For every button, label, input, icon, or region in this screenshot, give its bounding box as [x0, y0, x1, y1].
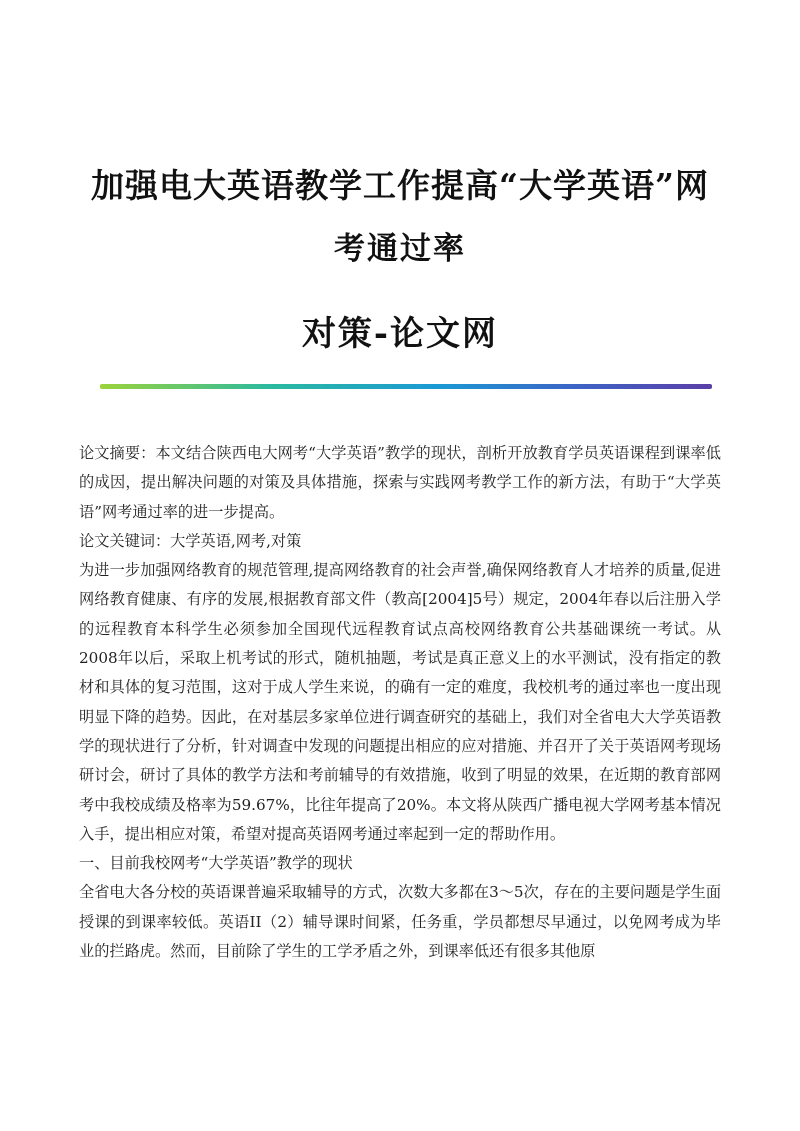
abstract-paragraph: 论文摘要：本文结合陕西电大网考“大学英语”教学的现状，剖析开放教育学员英语课程到课率低的成因，提出解决问题的对策及具体措施，探索与实践网考教学工作的新方法，有助于“大学英语”网考通过率的进一步提高。 [79, 444, 721, 521]
doc-title-line-3: 对策-论文网 [301, 314, 499, 354]
doc-title-line-2: 考通过率 [334, 231, 466, 267]
title-divider-rule [100, 384, 712, 389]
keywords-line: 论文关键词：大学英语,网考,对策 [79, 531, 302, 550]
intro-paragraph: 为进一步加强网络教育的规范管理,提高网络教育的社会声誉,确保网络教育人才培养的质量,促进网络教育健康、有序的发展,根据教育部文件（教高[2004]5号）规定，2004年春以后注册入学的远程教育本科学生必须参加全国现代远程教育试点高校网络教育公共基础课统一考试。从2008年以后，采取上机考试的形式，随机抽题，考试是真正意义上的水平测试，没有指定的教材和具体的复习范围，这对于成人学生来说，的确有一定的难度，我校机考的通过率也一度出现明显下降的趋势。因此，在对基层多家单位进行调查研究的基础上，我们对全省电大大学英语教学的现状进行了分析，针对调查中发现的问题提出相应的应对措施、并召开了关于英语网考现场研讨会，研讨了具体的教学方法和考前辅导的有效措施，收到了明显的效果，在近期的教育部网考中我校成绩及格率为59.67%，比往年提高了20%。本文将从陕西广播电视大学网考基本情况入手，提出相应对策，希望对提高英语网考通过率起到一定的帮助作用。 [79, 561, 721, 843]
section-1-heading: 一、目前我校网考“大学英语”教学的现状 [79, 854, 353, 873]
article-body [79, 439, 721, 966]
section-1-paragraph: 全省电大各分校的英语课普遍采取辅导的方式，次数大多都在3～5次，存在的主要问题是学生面授课的到课率较低。英语II（2）辅导课时间紧，任务重，学员都想尽早通过，以免网考成为毕业的拦路虎。然而，目前除了学生的工学矛盾之外，到课率低还有很多其他原 [79, 883, 722, 961]
doc-title-line-1: 加强电大英语教学工作提高“大学英语”网 [91, 166, 709, 205]
